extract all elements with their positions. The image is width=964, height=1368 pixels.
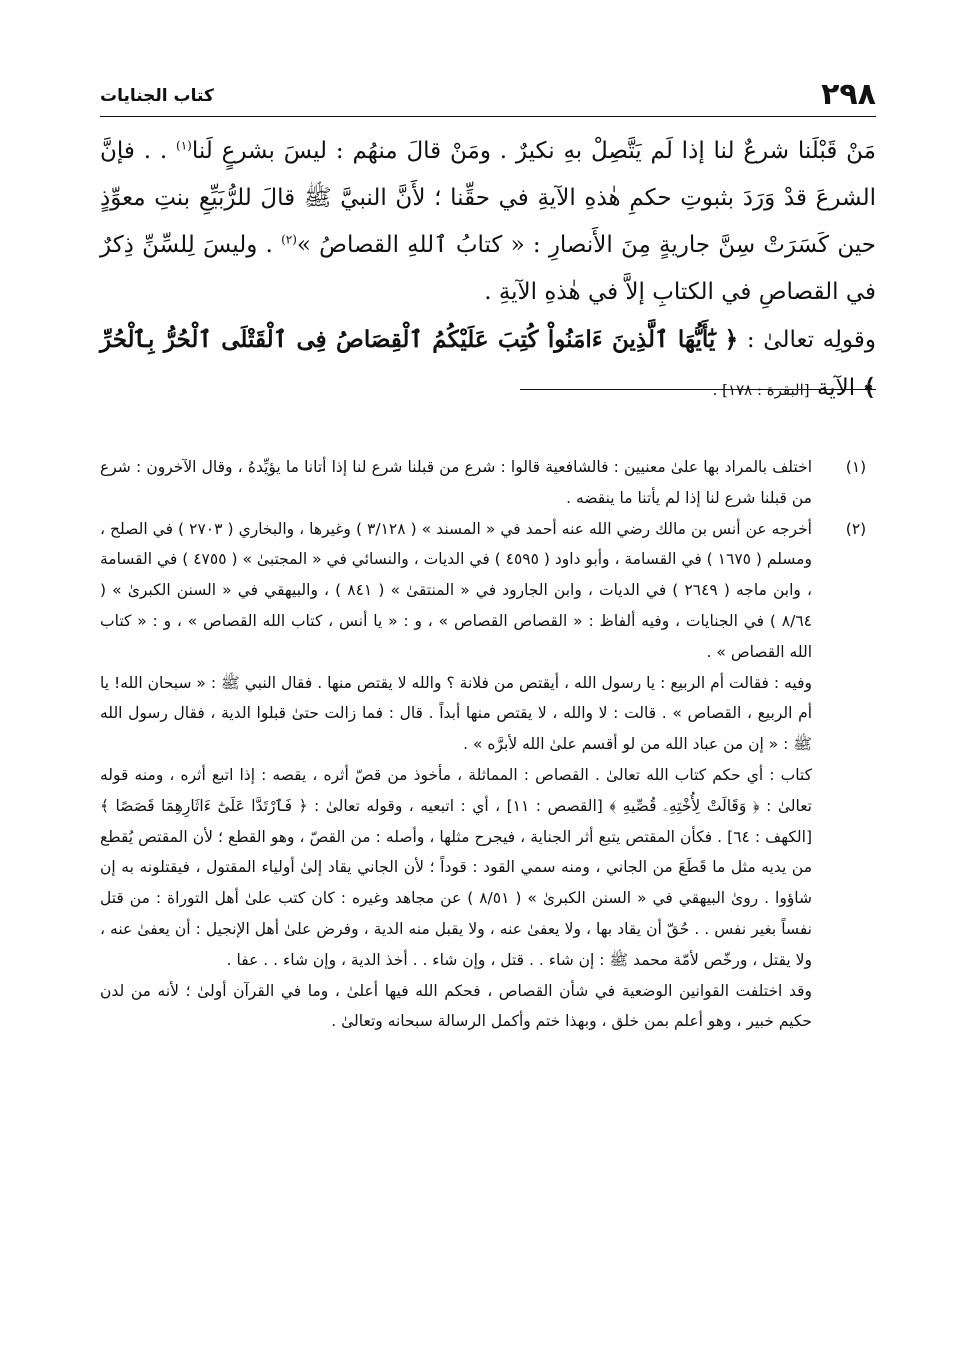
main-text-segment: . وليسَ لِلسِّنِّ ذِكرٌ في القصاصِ في الكتابِ إلاَّ في هٰذهِ الآيةِ . bbox=[100, 232, 876, 305]
main-text-segment: . . فإنَّ الشرعَ قدْ وَرَدَ بثبوتِ حكمِ هٰذهِ الآيةِ في حقِّنا ؛ لأَنَّ النبيَّ ﷺ قالَ للرُّبَيِّعِ بنتِ معوِّذٍ حين كَسَرَتْ سِنَّ جاريةٍ مِنَ الأَنصارِ : « كتابُ ٱللهِ القصاصُ » bbox=[100, 138, 876, 258]
footnote bbox=[100, 452, 876, 514]
footnotes bbox=[100, 452, 876, 1037]
page-number: ٢٩٨ bbox=[821, 77, 876, 112]
quran-verse: ﴿ يَٰٓأَيُّهَا ٱلَّذِينَ ءَامَنُواْ كُتِبَ عَلَيْكُمُ ٱلْقِصَاصُ فِى ٱلْقَتْلَى ٱلْحُرُّ بِٱلْحُرِّ ﴾ bbox=[100, 326, 876, 401]
page-header bbox=[100, 78, 876, 118]
footnote-number: (١) bbox=[845, 458, 867, 476]
footnote-paragraph: وفيه : فقالت أم الربيع : يا رسول الله ، أيقتص من فلانة ؟ والله لا يقتص منها . فقال النبي ﷺ : « سبحان الله! يا أم الربيع ، القصاص » . قالت : لا والله ، لا يقتص منها أبداً . قال : فما زالت حتىٰ قبلوا الدية ، فقال رسول الله ﷺ : « إن من عباد الله من لو أقسم علىٰ الله لأبرَّه » . bbox=[100, 673, 812, 754]
main-text-segment: مَنْ قَبْلَنا شرعٌ لنا إذا لَم يَتَّصِلْ بهِ نكيرٌ . ومَنْ قالَ منهُم : ليسَ بشرعٍ لَنا bbox=[191, 138, 876, 164]
footnote-paragraph: أخرجه عن أنس بن مالك رضي الله عنه أحمد في « المسند » ( ٣/١٢٨ ) وغيرها ، والبخاري ( ٢٧٠٣ ) في الصلح ، ومسلم ( ١٦٧٥ ) في القسامة ، وأبو داود ( ٤٥٩٥ ) في الديات ، والنسائي في « المجتبىٰ » ( ٤٧٥٥ ) في القسامة ، وابن ماجه ( ٢٦٤٩ ) في الديات ، وابن الجارود في « المنتقىٰ » ( ٨٤١ ) ، والبيهقي في « السنن الكبرىٰ » ( ٨/٦٤ ) في الجنايات ، وفيه ألفاظ : « القصاص القصاص » ، و : « يا أنس ، كتاب الله القصاص » ، و : « كتاب الله القصاص » . bbox=[100, 519, 812, 661]
footnote bbox=[100, 514, 876, 1038]
footnote-paragraph: كتاب : أي حكم كتاب الله تعالىٰ . القصاص : المماثلة ، مأخوذ من قصّ أثره ، يقصه : إذا اتبع أثره ، ومنه قوله تعالىٰ : ﴿ وَقَالَتْ لِأُخْتِهِۦ قُصِّيهِ ﴾ [القصص : ١١] ، أي : اتبعيه ، وقوله تعالىٰ : ﴿ فَٱرْتَدَّا عَلَىٰٓ ءَاثَارِهِمَا قَصَصًا ﴾ [الكهف : ٦٤] . فكأن المقتص يتبع أثر الجناية ، فيجرح مثلها ، وأصله : من القصّ ، وهو القطع ؛ لأن المقتص يُقطع من يديه مثل ما قَطَعَ من الجاني ، ومنه سمي القود : قوداً ؛ لأن الجاني يقاد إلىٰ أولياء المقتول ، فيقتلونه به إن شاؤوا . روىٰ البيهقي في « السنن الكبرىٰ » ( ٨/٥١ ) عن مجاهد وغيره : كان كتب علىٰ أهل التوراة : من قتل نفساً بغير نفس . . حُقّ أن يقاد بها ، ولا يعفىٰ عنه ، ولا يقبل منه الدية ، وفرض علىٰ أهل الإنجيل : أن يعفىٰ عنه ، ولا يقتل ، ورخّص لأمّة محمد ﷺ : إن شاء . . قتل ، وإن شاء . . أخذ الدية ، وإن شاء . . عفا . bbox=[100, 765, 813, 969]
footnote-ref-2: (٢) bbox=[281, 232, 297, 247]
main-paragraph bbox=[100, 316, 876, 414]
main-text-segment: وقولِه تعالىٰ : bbox=[738, 327, 876, 353]
footnote-ref-1: (١) bbox=[176, 138, 192, 153]
footnote-number: (٢) bbox=[845, 519, 867, 538]
chapter-title: كتاب الجنايات bbox=[100, 86, 214, 106]
main-paragraph bbox=[100, 128, 876, 316]
footnote-divider bbox=[520, 389, 876, 390]
verse-reference: [البقرة : ١٧٨] . bbox=[712, 381, 810, 399]
main-text-segment: الآية bbox=[809, 375, 863, 401]
main-text bbox=[100, 128, 876, 414]
footnote-paragraph: اختلف بالمراد بها علىٰ معنيين : فالشافعية قالوا : شرع من قبلنا شرع لنا إذا أتانا ما يؤيِّدهُ ، وقال الآخرون : شرع من قبلنا شرع لنا إذا لم يأتنا ما ينقضه . bbox=[100, 458, 812, 507]
footnote-paragraph: وقد اختلفت القوانين الوضعية في شأن القصاص ، فحكم الله فيها أعلىٰ ، وما في القرآن أولىٰ ؛ لأنه من لدن حكيم خبير ، وهو أعلم بمن خلق ، وبهذا ختم وأكمل الرسالة سبحانه وتعالىٰ . bbox=[100, 981, 812, 1031]
header-divider bbox=[100, 116, 876, 117]
